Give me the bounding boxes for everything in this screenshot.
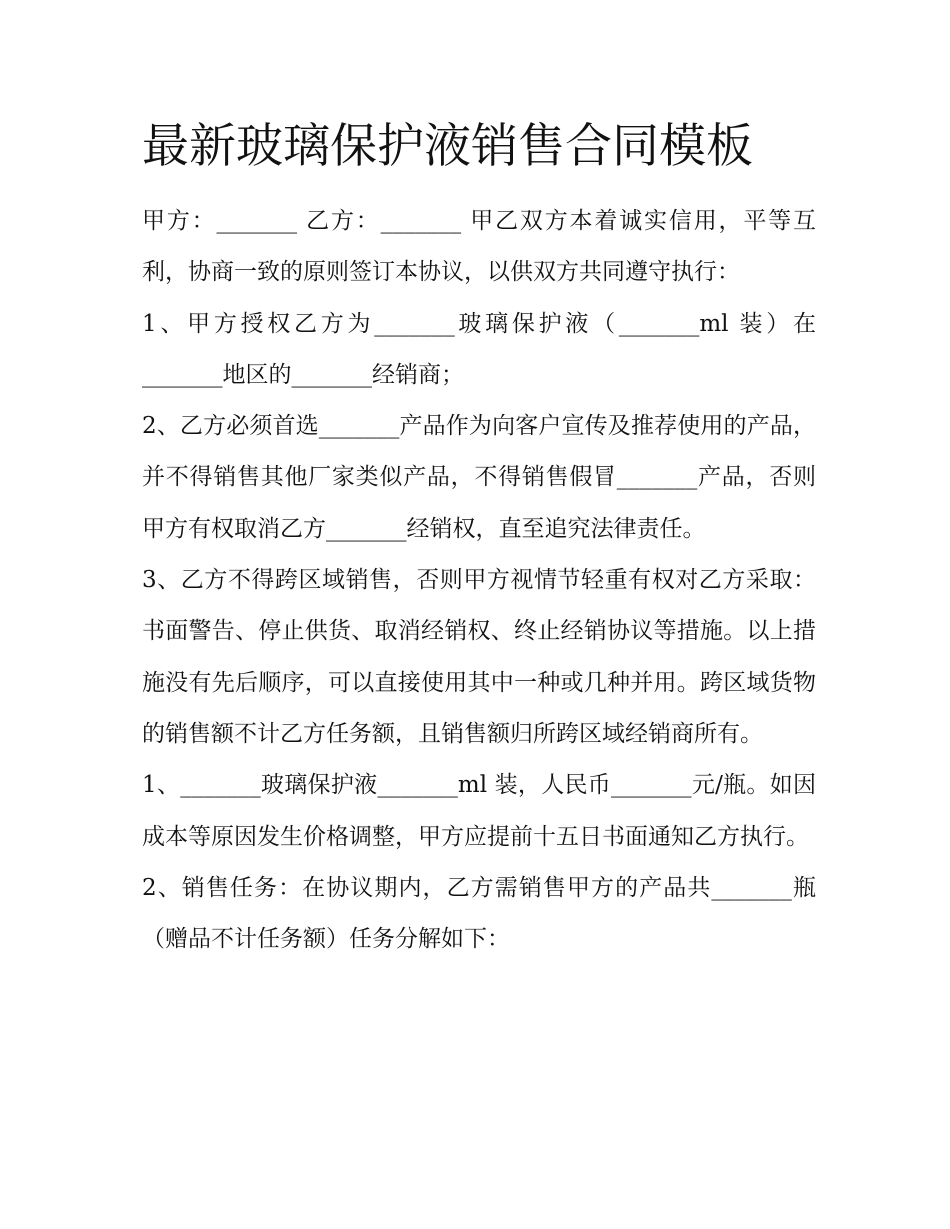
paragraph-sales-target: 2、销售任务：在协议期内，乙方需销售甲方的产品共_______瓶（赠品不计任务额）任务分解如下： (142, 874, 816, 953)
paragraph-clause-1-authorization: 1、甲方授权乙方为_______玻璃保护液（_______ml 装）在_______地区的_______经销商； (142, 310, 816, 388)
paragraph-clause-3-territory: 3、乙方不得跨区域销售，否则甲方视情节轻重有权对乙方采取：书面警告、停止供货、取消经销权、终止经销协议等措施。以上措施没有先后顺序，可以直接使用其中一种或几种并用。跨区域货物的销售额不计乙方任务额，且销售额归所跨区域经销商所有。 (142, 567, 816, 747)
paragraph-price: 1、_______玻璃保护液_______ml 装，人民币_______元/瓶。如因成本等原因发生价格调整，甲方应提前十五日书面通知乙方执行。 (142, 772, 816, 850)
document-body (142, 196, 816, 965)
paragraph-parties: 甲方：_______ 乙方：_______ 甲乙双方本着诚实信用，平等互利，协商一致的原则签订本协议，以供双方共同遵守执行： (142, 208, 816, 286)
paragraph-clause-2-exclusivity: 2、乙方必须首选_______产品作为向客户宣传及推荐使用的产品，并不得销售其他厂家类似产品，不得销售假冒_______产品，否则甲方有权取消乙方_______经销权，直至追究法律责任。 (142, 413, 816, 542)
document-title: 最新玻璃保护液销售合同模板 (142, 119, 753, 174)
